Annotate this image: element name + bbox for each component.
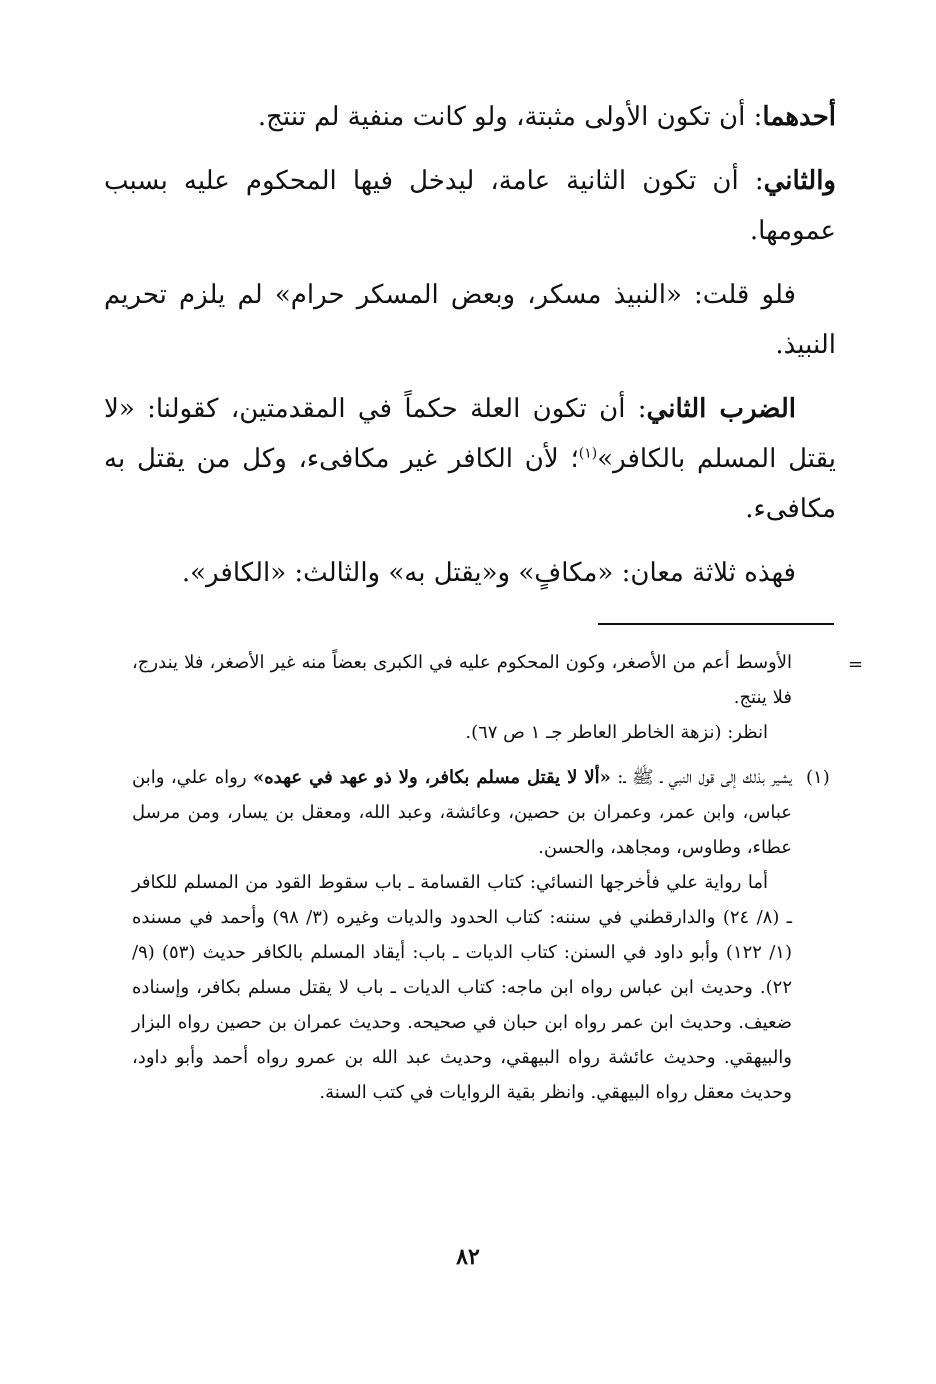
term-ahaduhuma: أحدهما [762,102,836,132]
paragraph-1-text: : أن تكون الأولى مثبتة، ولو كانت منفية لم تنتج. [257,102,763,132]
paragraph-1 [104,92,836,142]
footnote-continuation [132,645,792,750]
paragraph-4 [104,384,836,534]
footnote-ref-1[interactable]: (١) [578,445,598,462]
main-text [104,92,836,612]
paragraph-2-text: : أن تكون الثانية عامة، ليدخل فيها المحكوم عليه بسبب عمومها. [104,166,836,246]
footnote-1-para-1 [132,760,792,865]
footnote-separator [598,623,834,625]
paragraph-5: فهذه ثلاثة معان: «مكافٍ» و«يقتل به» والثالث: «الكافر». [181,558,796,588]
continuation-mark: = [848,654,864,675]
page-number: ٨٢ [456,1244,480,1270]
footnote-number-1: (١) [806,767,830,788]
paragraph-4-text-b: ؛ لأن الكافر غير مكافىء، وكل من يقتل به مكافىء. [104,444,836,524]
continuation-reference: انظر: (نزهة الخاطر العاطر جـ ١ ص ٦٧). [465,722,768,743]
paragraph-3: فلو قلت: «النبيذ مسكر، وبعض المسكر حرام» لم يلزم تحريم النبيذ. [104,280,836,360]
hadith-quote: «ألا لا يقتل مسلم بكافر، ولا ذو عهد في عهده» [252,767,611,788]
paragraph-4-text-a: : أن تكون العلة حكماً في المقدمتين، كقولنا: «لا يقتل المسلم بالكافر» [104,394,836,474]
footnote-1-intro: يشير بذلك إلى قول النبي ـ ﷺ ـ: [610,767,793,788]
footnote-1-para-2: أما رواية علي فأخرجها النسائي: كتاب القسامة ـ باب سقوط القود من المسلم للكافر ـ (٨/ ٢٤) والدارقطني في سننه: كتاب الحدود والديات وغيره (٣/ ٩٨) وأحمد في مسنده (١/ ١٢٢) وأبو داود في السنن: كتاب الديات ـ باب: أيقاد المسلم بالكافر حديث (٥٣) (٩/ ٢٢). وحديث ابن عباس رواه ابن ماجه: كتاب الديات ـ باب لا يقتل مسلم بكافر، وإسناده ضعيف. وحديث ابن عمر رواه ابن حبان في صحيحه. وحديث عمران بن حصين رواه البزار والبيهقي. وحديث عائشة رواه البيهقي، وحديث عبد الله بن عمرو رواه أحمد وأبو داود، وحديث معقل رواه البيهقي. وانظر بقية الروايات في كتب السنة. [132,872,792,1103]
footnote-1 [132,760,792,1110]
term-second-type: الضرب الثاني [646,394,796,424]
continuation-text: الأوسط أعم من الأصغر، وكون المحكوم عليه في الكبرى بعضاً منه غير الأصغر، فلا يندرج، فلا ينتج. [132,652,792,708]
term-althani: والثاني [763,166,836,196]
paragraph-2 [104,156,836,256]
footnote-1-narrators: رواه علي، وابن عباس، وابن عمر، وعمران بن حصين، وعائشة، وعبد الله، ومعقل بن يسار، ومن مرسل عطاء، وطاوس، ومجاهد، والحسن. [132,767,792,858]
